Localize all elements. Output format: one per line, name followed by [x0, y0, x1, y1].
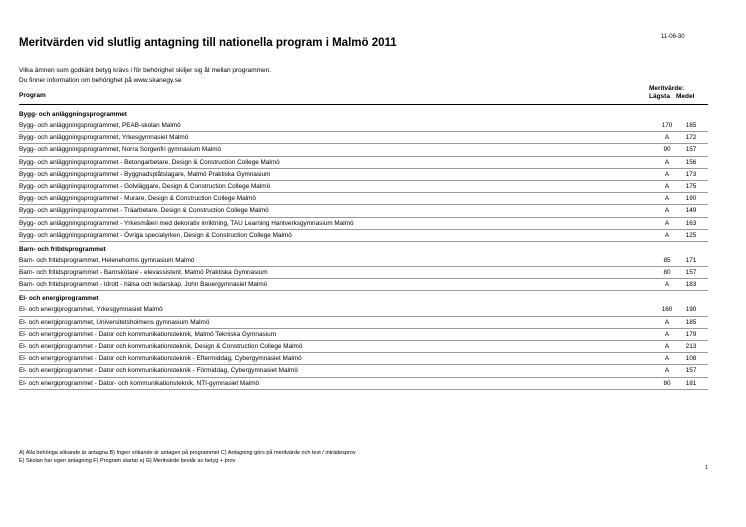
- intro-line-1: Vilka ämnen som godkänt betyg krävs i för behörighet skiljer sig åt mellan programmen.: [19, 67, 272, 74]
- merit-average: 183: [685, 281, 697, 289]
- legend: [19, 449, 356, 465]
- group-title: Bygg- och anläggningsprogrammet: [19, 111, 127, 118]
- program-name: Bygg- och anläggningsprogrammet - Träarbetare, Design & Construction College Malmö: [19, 207, 269, 215]
- program-name: Bygg- och anläggningsprogrammet, Yrkesgymnasiet Malmö: [19, 134, 189, 142]
- merit-min: 170: [661, 122, 673, 129]
- group-title: Barn- och fritidsprogrammet: [19, 245, 106, 253]
- intro-text: [19, 66, 271, 85]
- program-name: Bygg- och anläggningsprogrammet, Norra Sorgenfri gymnasium Malmö: [19, 146, 222, 154]
- program-name: Bygg- och anläggningsprogrammet - Byggnadsplåtslagare, Malmö Praktiska Gymnasium: [19, 170, 271, 178]
- merit-min: A: [664, 343, 670, 350]
- merit-average: 213: [685, 343, 697, 350]
- merit-min: A: [664, 355, 670, 363]
- table-row: [19, 230, 708, 242]
- table-row: [19, 365, 708, 377]
- merit-average: 157: [685, 367, 697, 375]
- table-row: [19, 353, 708, 365]
- program-name: El- och energiprogrammet - Dator och kommunikationsteknik - Eftermiddag, Cybergymnasiet Malmö: [19, 355, 302, 363]
- column-header-merit: [649, 85, 694, 100]
- merit-average: 190: [685, 306, 697, 314]
- table-row: [19, 341, 708, 353]
- merit-min: 80: [663, 269, 671, 277]
- merit-label: Meritvärde:: [649, 85, 685, 92]
- program-name: El- och energiprogrammet - Dator och kommunikationsteknik, Design & Construction College Malmö: [19, 343, 303, 350]
- merit-min: A: [664, 318, 670, 326]
- program-name: Bygg- och anläggningsprogrammet - Yrkesmåleri med dekorativ inriktning, TAU Learning Hantverksgymnasium Malmö: [19, 219, 354, 227]
- program-name: Barn- och fritidsprogrammet, Heleneholms gymnasium Malmö: [19, 256, 195, 264]
- merit-average: 185: [685, 318, 697, 326]
- merit-average: 181: [685, 379, 697, 387]
- program-name: El- och energiprogrammet - Dator och kommunikationsteknik, Malmö Tekniska Gymnasium: [19, 330, 277, 338]
- merit-average: 125: [685, 231, 697, 239]
- program-name: Bygg- och anläggningsprogrammet, PEAB-skolan Malmö: [19, 122, 181, 129]
- table-row: [19, 193, 708, 205]
- merit-min: A: [664, 170, 670, 178]
- merit-average: 175: [685, 182, 697, 190]
- table-row: [19, 169, 708, 181]
- merit-min: 90: [663, 146, 671, 154]
- table-row: [19, 144, 708, 156]
- merit-min: A: [664, 195, 670, 203]
- table-row: [19, 205, 708, 217]
- column-header-max: Medel: [675, 92, 695, 100]
- merit-average: 149: [685, 207, 697, 215]
- merit-average: 190: [685, 195, 697, 203]
- merit-average: 172: [685, 134, 697, 142]
- merit-average: 157: [685, 146, 697, 154]
- program-name: El- och energiprogrammet, Yrkesgymnasiet Malmö: [19, 306, 163, 314]
- table-row: [19, 218, 708, 230]
- legend-line-2: E) Skolan har egen antagning F) Program startar ej G) Meritvärde består av betyg + prov: [19, 458, 236, 464]
- document-date: 11-06-30: [661, 34, 685, 40]
- merit-average: 173: [685, 170, 697, 178]
- program-name: Bygg- och anläggningsprogrammet - Golvläggare, Design & Construction College Malmö: [19, 182, 271, 190]
- table-row: [19, 378, 708, 390]
- program-name: Bygg- och anläggningsprogrammet - Övriga specialyrken, Design & Construction College Malmö: [19, 231, 292, 239]
- merit-average: 108: [685, 355, 697, 363]
- merit-average: 179: [685, 330, 697, 338]
- merit-average: 163: [685, 219, 697, 227]
- intro-line-2: Du finner information om behörighet på www.skanegy.se: [19, 76, 182, 84]
- merit-min: A: [664, 281, 670, 289]
- merit-min: A: [664, 219, 670, 227]
- merit-min: A: [664, 182, 670, 190]
- merit-min: A: [664, 134, 670, 142]
- program-name: El- och energiprogrammet, Universitetsholmens gymnasium Malmö: [19, 318, 210, 326]
- program-name: Bygg- och anläggningsprogrammet - Betongarbetare, Design & Construction College Malmö: [19, 158, 280, 166]
- merit-average: 156: [685, 158, 697, 166]
- merit-min: A: [664, 158, 670, 166]
- page-number: 1: [705, 465, 709, 471]
- table-row: [19, 132, 708, 144]
- table-row: [19, 120, 708, 132]
- program-name: Barn- och fritidsprogrammet - Idrott - hälsa och ledarskap, John Bauergymnasiet Malmö: [19, 281, 268, 289]
- results-table: [19, 110, 708, 390]
- merit-min: 85: [663, 256, 671, 264]
- merit-min: 160: [661, 306, 673, 314]
- program-name: El- och energiprogrammet - Dator och kommunikationsteknik - Förmiddag, Cybergymnasiet Malmö: [19, 367, 298, 375]
- program-name: Bygg- och anläggningsprogrammet - Murare, Design & Construction College Malmö: [19, 195, 256, 203]
- group-heading: [19, 245, 708, 255]
- table-row: [19, 255, 708, 267]
- merit-average: 185: [685, 122, 697, 129]
- group-heading: [19, 294, 708, 304]
- merit-average: 157: [685, 269, 697, 277]
- group-title: El- och energiprogrammet: [19, 295, 99, 303]
- header-divider: [19, 104, 708, 105]
- table-row: [19, 181, 708, 193]
- table-row: [19, 157, 708, 169]
- table-row: [19, 317, 708, 329]
- group-heading: [19, 110, 708, 120]
- column-header-min: Lägsta: [649, 92, 670, 100]
- merit-min: A: [664, 367, 670, 375]
- table-row: [19, 279, 708, 291]
- program-name: Barn- och fritidsprogrammet - Barnskötare - elevassistent, Malmö Praktiska Gymnasium: [19, 269, 268, 277]
- merit-min: 80: [663, 379, 671, 387]
- merit-min: A: [664, 330, 670, 338]
- page-title: Meritvärden vid slutlig antagning till nationella program i Malmö 2011: [19, 37, 397, 49]
- program-name: El- och energiprogrammet - Dator- och kommunikationsteknik, NTI-gymnasiet Malmö: [19, 379, 260, 387]
- merit-min: A: [664, 207, 670, 215]
- table-row: [19, 329, 708, 341]
- legend-line-1: A) Alla behöriga sökande är antagna B) Ingen sökande är antagen på programmet C) Antagning görs på meritvärde och test / inträdesprov: [19, 450, 356, 456]
- merit-average: 171: [685, 256, 697, 264]
- column-header-program: Program: [19, 92, 46, 99]
- merit-min: A: [664, 231, 670, 239]
- table-row: [19, 304, 708, 316]
- table-row: [19, 267, 708, 279]
